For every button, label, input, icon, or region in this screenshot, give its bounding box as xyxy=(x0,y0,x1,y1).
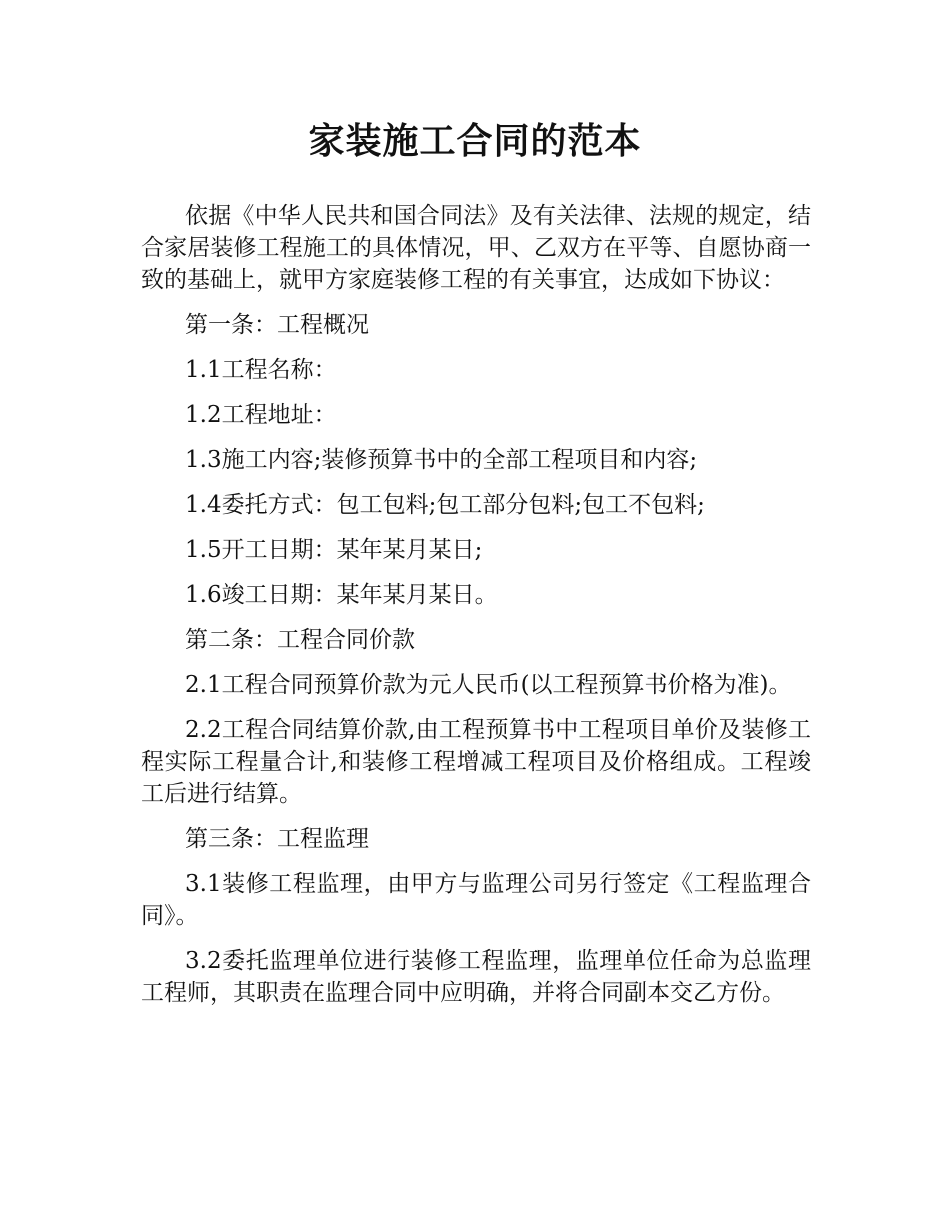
clause-2-2: 2.2工程合同结算价款,由工程预算书中工程项目单价及装修工程实际工程量合计,和装修工程增减工程项目及价格组成。工程竣工后进行结算。 xyxy=(141,717,811,807)
document-body xyxy=(141,200,811,1022)
intro-paragraph: 依据《中华人民共和国合同法》及有关法律、法规的规定，结合家居装修工程施工的具体情况，甲、乙双方在平等、自愿协商一致的基础上，就甲方家庭装修工程的有关事宜，达成如下协议： xyxy=(141,203,811,293)
clause-2-1: 2.1工程合同预算价款为元人民币(以工程预算书价格为准)。 xyxy=(185,672,792,698)
clause-3-2: 3.2委托监理单位进行装修工程监理，监理单位任命为总监理工程师，其职责在监理合同中应明确，并将合同副本交乙方份。 xyxy=(141,948,811,1006)
clause-1-5: 1.5开工日期：某年某月某日; xyxy=(185,537,483,563)
clause-1-6: 1.6竣工日期：某年某月某日。 xyxy=(185,582,498,608)
article-2-heading: 第二条：工程合同价款 xyxy=(185,627,415,653)
article-3-heading: 第三条：工程监理 xyxy=(185,826,369,852)
clause-1-3: 1.3施工内容;装修预算书中的全部工程项目和内容; xyxy=(185,447,698,473)
clause-1-2: 1.2工程地址： xyxy=(185,402,337,428)
article-1-heading: 第一条：工程概况 xyxy=(185,312,369,338)
clause-1-4: 1.4委托方式：包工包料;包工部分包料;包工不包料; xyxy=(185,492,705,518)
clause-3-1: 3.1装修工程监理，由甲方与监理公司另行签定《工程监理合同》。 xyxy=(141,871,811,929)
document-title: 家装施工合同的范本 xyxy=(308,121,642,162)
clause-1-1: 1.1工程名称： xyxy=(185,357,337,383)
